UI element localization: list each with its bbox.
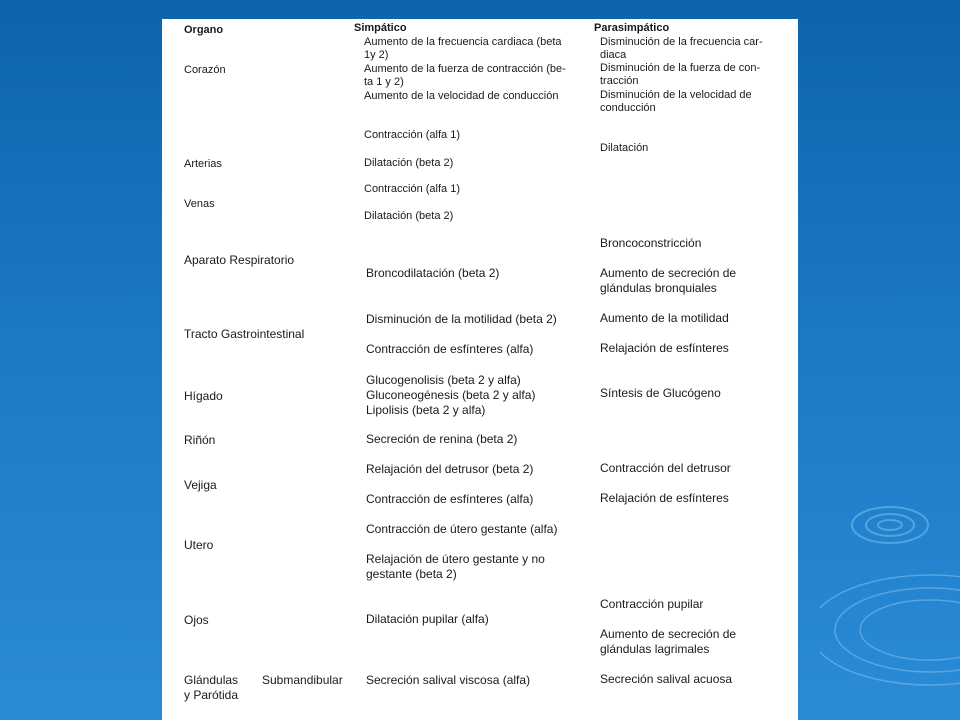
parasympathetic-effect: Dilatación [600, 142, 649, 154]
header-organ: Organo [184, 24, 224, 36]
parasympathetic-effect: Relajación de esfínteres [600, 491, 729, 505]
sympathetic-effect: Relajación del detrusor (beta 2) [366, 462, 534, 476]
organ-label: Glándulas [184, 673, 239, 687]
parasympathetic-effect: Disminución de la velocidad de [600, 89, 752, 101]
parasympathetic-effect: diaca [600, 49, 627, 61]
sympathetic-effect: Contracción (alfa 1) [364, 183, 460, 195]
parasympathetic-effect: Aumento de secreción de [600, 627, 737, 641]
sympathetic-effect: gestante (beta 2) [366, 567, 457, 581]
sympathetic-effect: Dilatación (beta 2) [364, 210, 454, 222]
organ-label: Corazón [184, 64, 226, 76]
parasympathetic-effect: Síntesis de Glucógeno [600, 386, 721, 400]
organ-label: Aparato Respiratorio [184, 253, 295, 267]
sympathetic-effect: Contracción de útero gestante (alfa) [366, 522, 558, 536]
document-page [162, 19, 798, 720]
sympathetic-effect: Dilatación pupilar (alfa) [366, 612, 489, 626]
sympathetic-effect: Glucogenolisis (beta 2 y alfa) [366, 373, 521, 387]
parasympathetic-effect: tracción [600, 75, 639, 87]
sympathetic-effect: Broncodilatación (beta 2) [366, 266, 500, 280]
sympathetic-effect: Secreción salival viscosa (alfa) [366, 673, 531, 687]
parasympathetic-effect: glándulas bronquiales [600, 281, 717, 295]
sympathetic-effect: Contracción de esfínteres (alfa) [366, 492, 534, 506]
organ-label: Vejiga [184, 478, 217, 492]
sympathetic-effect: Dilatación (beta 2) [364, 157, 454, 169]
sympathetic-effect: Contracción (alfa 1) [364, 129, 460, 141]
header-sympathetic: Simpático [354, 22, 407, 34]
organ-label: y Parótida [184, 688, 239, 702]
sympathetic-effect: Secreción de renina (beta 2) [366, 432, 518, 446]
parasympathetic-effect: Broncoconstricción [600, 236, 702, 250]
parasympathetic-effect: Aumento de secreción de [600, 266, 737, 280]
sympathetic-effect: ta 1 y 2) [364, 76, 404, 88]
header-parasympathetic: Parasimpático [594, 22, 670, 34]
parasympathetic-effect: Disminución de la frecuencia car- [600, 36, 763, 48]
sympathetic-effect: 1y 2) [364, 49, 389, 61]
sympathetic-effect: Relajación de útero gestante y no [366, 552, 545, 566]
parasympathetic-effect: Aumento de la motilidad [600, 311, 729, 325]
sympathetic-effect: Aumento de la frecuencia cardiaca (beta [364, 36, 562, 48]
organ-label: Arterias [184, 158, 222, 170]
parasympathetic-effect: Secreción salival acuosa [600, 672, 733, 686]
organ-label: Riñón [184, 433, 216, 447]
sympathetic-effect: Aumento de la velocidad de conducción [364, 90, 559, 102]
parasympathetic-effect: Contracción pupilar [600, 597, 704, 611]
organ-label: Submandibular [262, 673, 343, 687]
sympathetic-effect: Aumento de la fuerza de contracción (be- [364, 63, 566, 75]
sympathetic-effect: Contracción de esfínteres (alfa) [366, 342, 534, 356]
organ-label: Tracto Gastrointestinal [184, 327, 305, 341]
ripple-decoration [820, 480, 960, 720]
parasympathetic-effect: Disminución de la fuerza de con- [600, 62, 761, 74]
sympathetic-effect: Lipolisis (beta 2 y alfa) [366, 403, 486, 417]
sympathetic-effect: Disminución de la motilidad (beta 2) [366, 312, 557, 326]
parasympathetic-effect: Contracción del detrusor [600, 461, 731, 475]
sympathetic-effect: Gluconeogénesis (beta 2 y alfa) [366, 388, 536, 402]
parasympathetic-effect: Relajación de esfínteres [600, 341, 729, 355]
organ-label: Utero [184, 538, 214, 552]
parasympathetic-effect: glándulas lagrimales [600, 642, 710, 656]
parasympathetic-effect: conducción [600, 102, 656, 114]
organ-label: Venas [184, 198, 215, 210]
organ-label: Ojos [184, 613, 209, 627]
organ-label: Hígado [184, 389, 223, 403]
